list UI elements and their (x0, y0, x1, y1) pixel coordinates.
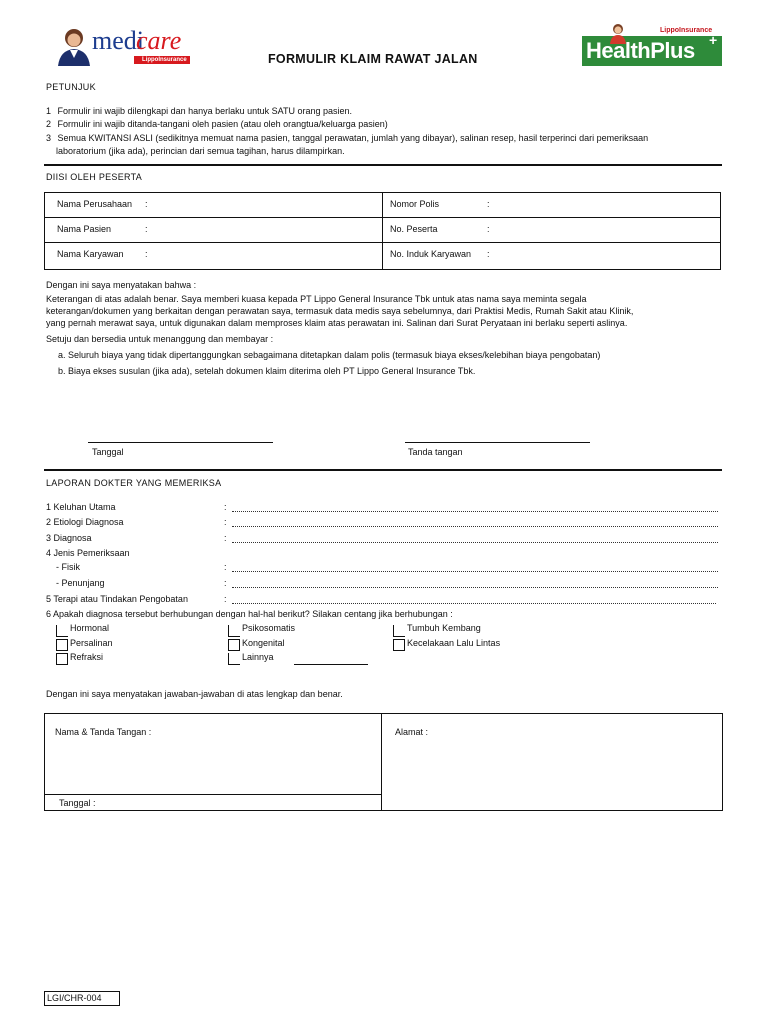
colon: : (224, 594, 227, 604)
petunjuk-num: 3 (46, 133, 52, 143)
tanda-tangan-label: Tanda tangan (408, 447, 463, 457)
tumbuh-kembang-label: Tumbuh Kembang (407, 623, 481, 633)
colon: : (487, 224, 490, 234)
colon: : (224, 517, 227, 527)
healthplus-plus-text: + (709, 32, 718, 48)
etiologi-diagnosa-field[interactable] (232, 526, 718, 527)
colon: : (224, 562, 227, 572)
keluhan-utama-field[interactable] (232, 511, 718, 512)
signature-col-divider (381, 714, 382, 810)
colon: : (487, 249, 490, 259)
fisik-label: - Fisik (56, 562, 80, 572)
petunjuk-text: Formulir ini wajib ditanda-tangani oleh pasien (atau oleh orangtua/keluarga pasien) (57, 119, 388, 129)
page-title: FORMULIR KLAIM RAWAT JALAN (268, 52, 478, 66)
colon: : (145, 224, 148, 234)
diagnosa-field[interactable] (232, 542, 718, 543)
no-peserta-label: No. Peserta (390, 224, 438, 234)
fisik-field[interactable] (232, 571, 718, 572)
lainnya-label: Lainnya (242, 652, 274, 662)
psikosomatis-checkbox[interactable] (228, 625, 240, 637)
penunjang-field[interactable] (232, 587, 718, 588)
petunjuk-text: Formulir ini wajib dilengkapi dan hanya berlaku untuk SATU orang pasien. (57, 106, 353, 116)
peserta-heading: DIISI OLEH PESERTA (46, 172, 143, 182)
healthplus-main-text: HealthPlus (586, 38, 695, 63)
refraksi-checkbox[interactable] (56, 653, 68, 665)
nama-perusahaan-label: Nama Perusahaan (57, 199, 133, 209)
petunjuk-num: 2 (46, 119, 52, 129)
colon: : (224, 502, 227, 512)
jenis-pemeriksaan-label: 4 Jenis Pemeriksaan (46, 548, 130, 558)
healthplus-logo (582, 26, 722, 66)
nama-tanda-tangan-label: Nama & Tanda Tangan : (55, 727, 152, 737)
persalinan-label: Persalinan (70, 638, 113, 648)
form-code: LGI/CHR-004 (44, 991, 120, 1006)
signature-row-divider (45, 794, 381, 795)
medicare-medi-text: medi (92, 26, 144, 55)
psikosomatis-label: Psikosomatis (242, 623, 296, 633)
tanda-tangan-line (405, 442, 590, 443)
petunjuk-num: 1 (46, 106, 52, 116)
laporan-heading: LAPORAN DOKTER YANG MEMERIKSA (46, 478, 222, 488)
peserta-row-divider (45, 217, 720, 218)
pernyataan-intro: Dengan ini saya menyatakan bahwa : (46, 280, 197, 290)
keluhan-utama-label: 1 Keluhan Utama (46, 502, 116, 512)
q6-text: 6 Apakah diagnosa tersebut berhubungan dengan hal-hal berikut? Silakan centang jika berhubungan : (46, 609, 453, 619)
etiologi-diagnosa-label: 2 Etiologi Diagnosa (46, 517, 124, 527)
petunjuk-heading: PETUNJUK (46, 82, 96, 92)
nama-karyawan-label: Nama Karyawan (57, 249, 124, 259)
colon: : (487, 199, 490, 209)
refraksi-label: Refraksi (70, 652, 104, 662)
tumbuh-kembang-checkbox[interactable] (393, 625, 405, 637)
colon: : (224, 533, 227, 543)
tanggal-line (88, 442, 273, 443)
medicare-care-text: care (136, 26, 182, 55)
petunjuk-item-3-cont: laboratorium (jika ada), perincian dari semua tagihan, harus dilampirkan. (56, 146, 345, 156)
kongenital-label: Kongenital (242, 638, 285, 648)
peserta-col-divider (382, 193, 383, 269)
nama-pasien-label: Nama Pasien (57, 224, 112, 234)
kongenital-checkbox[interactable] (228, 639, 240, 651)
section-divider (44, 469, 722, 471)
no-induk-karyawan-label: No. Induk Karyawan (390, 249, 472, 259)
colon: : (145, 249, 148, 259)
tanggal-label: Tanggal (92, 447, 124, 457)
petunjuk-item-3 (46, 132, 722, 144)
peserta-table (44, 192, 721, 270)
nomor-polis-label: Nomor Polis (390, 199, 440, 209)
colon: : (224, 578, 227, 588)
konfirmasi-text: Dengan ini saya menyatakan jawaban-jawaban di atas lengkap dan benar. (46, 689, 343, 699)
terapi-label: 5 Terapi atau Tindakan Pengobatan (46, 594, 188, 604)
alamat-label: Alamat : (395, 727, 429, 737)
pernyataan-para-1: Keterangan di atas adalah benar. Saya memberi kuasa kepada PT Lippo General Insurance Tbk untuk atas nama saya meminta segala (46, 294, 587, 304)
petunjuk-item-1 (46, 105, 722, 117)
hormonal-checkbox[interactable] (56, 625, 68, 637)
penunjang-label: - Penunjang (56, 578, 105, 588)
petunjuk-item-2 (46, 118, 722, 130)
setuju-text: Setuju dan bersedia untuk menanggung dan membayar : (46, 334, 274, 344)
medicare-sub-text: LippoInsurance (142, 57, 187, 63)
diagnosa-label: 3 Diagnosa (46, 533, 92, 543)
healthplus-top-text: LippoInsurance (660, 27, 713, 34)
peserta-row-divider (45, 242, 720, 243)
petunjuk-text: Semua KWITANSI ASLI (sedikitnya memuat nama pasien, tanggal perawatan, jumlah yang dibayar), salinan resep, hasil terperinci dari pemeriksaan (57, 133, 649, 143)
kecelakaan-checkbox[interactable] (393, 639, 405, 651)
tanggal-box-label: Tanggal : (59, 798, 96, 808)
hormonal-label: Hormonal (70, 623, 110, 633)
lainnya-checkbox[interactable] (228, 653, 240, 665)
setuju-a: a. Seluruh biaya yang tidak dipertanggungkan sebagaimana ditetapkan dalam polis (termasuk biaya ekses/kelebihan biaya pengobatan) (58, 350, 601, 360)
persalinan-checkbox[interactable] (56, 639, 68, 651)
pernyataan-para-3: yang pernah merawat saya, untuk digunakan dalam memproses klaim atas perawatan ini. Salinan dari Surat Peryataan ini berlaku seperti aslinya. (46, 318, 628, 328)
lainnya-field[interactable] (294, 664, 368, 665)
colon: : (145, 199, 148, 209)
signature-box (44, 713, 723, 811)
setuju-b: b. Biaya ekses susulan (jika ada), setelah dokumen klaim diterima oleh PT Lippo General Insurance Tbk. (58, 366, 476, 376)
pernyataan-para-2: keterangan/dokumen yang berkaitan dengan perawatan saya, termasuk data medis saya sebelumnya, dari Praktisi Medis, Rumah Sakit atau Klinik, (46, 306, 634, 316)
kecelakaan-label: Kecelakaan Lalu Lintas (407, 638, 501, 648)
medicare-logo (48, 22, 193, 66)
section-divider (44, 164, 722, 166)
terapi-field[interactable] (232, 603, 716, 604)
